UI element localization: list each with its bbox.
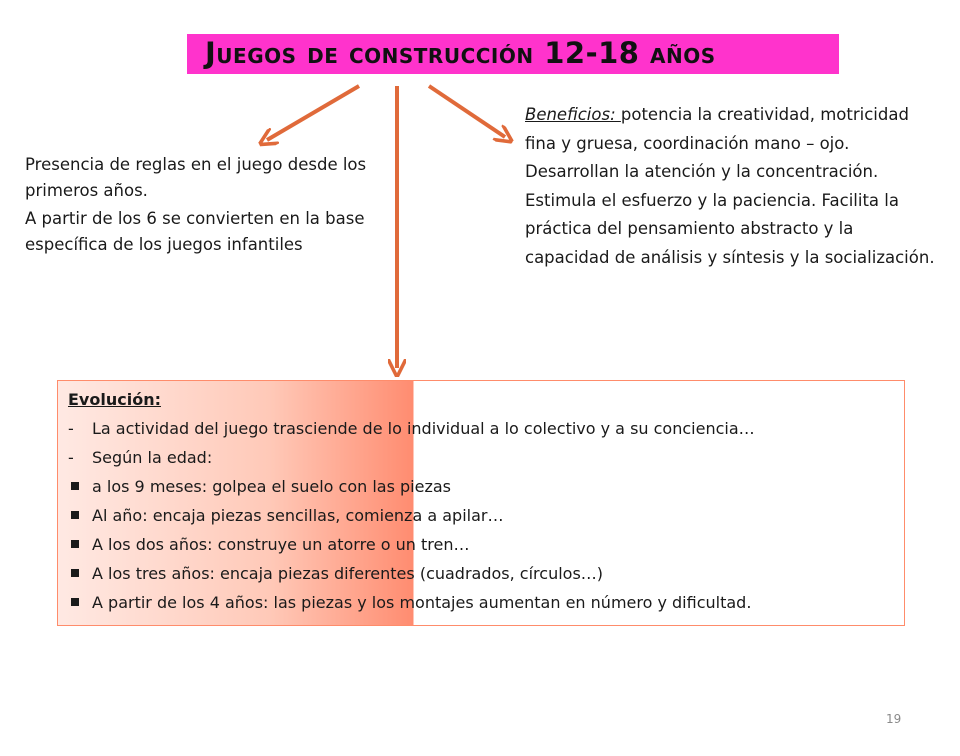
square-bullet-icon [71, 511, 79, 519]
list-item [68, 443, 898, 472]
list-item [68, 501, 898, 530]
list-item [68, 588, 898, 617]
dash-marker: - [68, 448, 74, 467]
page-number: 19 [886, 712, 902, 726]
square-bullet-icon [71, 598, 79, 606]
rules-paragraph-2: A partir de los 6 se convierten en la base específica de los juegos infantiles [25, 209, 365, 254]
dash-marker: - [68, 419, 74, 438]
benefits-text [525, 101, 935, 272]
list-item-text: A los dos años: construye un atorre o un tren… [92, 535, 470, 554]
benefits-label: Beneficios: [525, 105, 621, 124]
evolution-box [57, 380, 905, 626]
arrow-right [429, 86, 505, 137]
list-item-text: Según la edad: [92, 448, 213, 467]
list-item-text: A los tres años: encaja piezas diferentes (cuadrados, círculos…) [92, 564, 604, 583]
rules-paragraph-1: Presencia de reglas en el juego desde los primeros años. [25, 155, 367, 200]
rules-text [25, 152, 375, 258]
list-item [68, 559, 898, 588]
evolution-heading: Evolución: [68, 390, 161, 409]
benefits-body: potencia la creatividad, motricidad fina y gruesa, coordinación mano – ojo. Desarrollan la atención y la concentración. Estimula el esfuerzo y la paciencia. Facilita la práctica del pensamiento abstracto y la capacidad de análisis y síntesis y la socialización. [525, 105, 935, 267]
list-item-text: La actividad del juego trasciende de lo individual a lo colectivo y a su conciencia… [92, 419, 755, 438]
square-bullet-icon [71, 569, 79, 577]
list-item [68, 414, 898, 443]
list-item [68, 530, 898, 559]
square-bullet-icon [71, 540, 79, 548]
list-item-text: A partir de los 4 años: las piezas y los montajes aumentan en número y dificultad. [92, 593, 752, 612]
arrow-left [267, 86, 359, 140]
list-item-text: Al año: encaja piezas sencillas, comienza a apilar… [92, 506, 504, 525]
square-bullet-icon [71, 482, 79, 490]
list-item-text: a los 9 meses: golpea el suelo con las piezas [92, 477, 451, 496]
page-title: Juegos de construcción 12-18 años [205, 36, 716, 70]
list-item [68, 472, 898, 501]
